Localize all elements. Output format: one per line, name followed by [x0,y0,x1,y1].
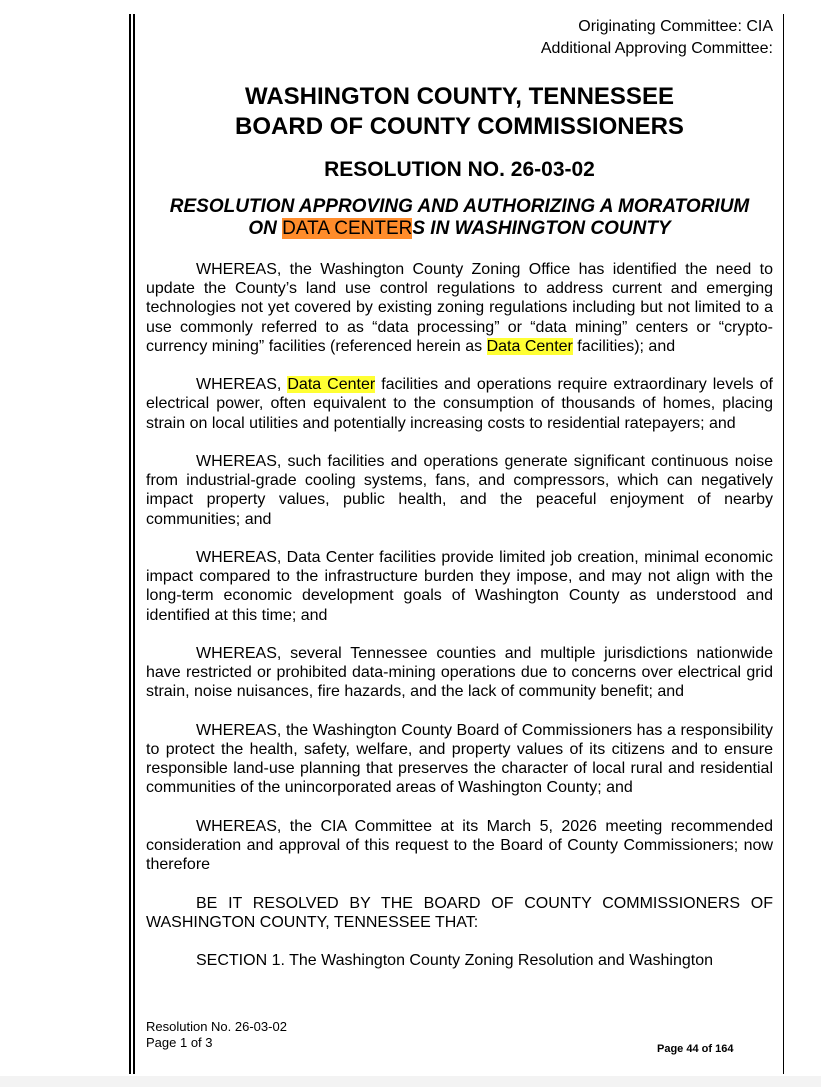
left-margin-rule-outer [129,14,131,1074]
packet-page-number: Page 44 of 164 [657,1043,734,1055]
footer-page-count: Page 1 of 3 [146,1035,213,1050]
page-footer [146,1019,287,1051]
right-margin-rule [783,14,784,1074]
resolution-body [146,260,773,990]
whereas-paragraph-4: WHEREAS, Data Center facilities provide limited job creation, minimal economic impact compared to the infrastructure burden they impose, and may not align with the long-term economic development goals of Washington County as understood and identified at this time; and [146,549,773,624]
resolution-subtitle [146,196,773,240]
subtitle-rest: S IN WASHINGTON COUNTY [412,218,671,239]
whereas-paragraph-6: WHEREAS, the Washington County Board of Commissioners has a responsibility to protect the health, safety, welfare, and property values of its citizens and to ensure responsible land-use planning that preserves the character of local rural and residential communities of the unincorporated areas of Washington County; and [146,721,773,797]
committee-header [541,16,773,60]
originating-committee: Originating Committee: CIA [578,18,773,35]
resolution-number: RESOLUTION NO. 26-03-02 [324,158,595,181]
search-highlight: Data Center [287,376,376,394]
subtitle-on: ON [248,218,283,239]
viewer-bottom-edge [0,1076,821,1087]
search-highlight: Data Center [486,337,573,355]
board-name: BOARD OF COUNTY COMMISSIONERS [235,113,684,140]
footer-resolution-number: Resolution No. 26-03-02 [146,1019,287,1034]
resolved-paragraph: BE IT RESOLVED BY THE BOARD OF COUNTY COMMISSIONERS OF WASHINGTON COUNTY, TENNESSEE THAT: [146,894,773,931]
additional-committee: Additional Approving Committee: [540,40,773,57]
county-board-title [146,82,773,142]
left-margin-rule-inner [133,14,135,1074]
county-name: WASHINGTON COUNTY, TENNESSEE [245,83,674,110]
whereas-paragraph-5: WHEREAS, several Tennessee counties and multiple jurisdictions nationwide have restricted or prohibited data-mining operations due to concerns over electrical grid strain, noise nuisances, fire hazards, and the lack of community benefit; and [146,645,773,701]
whereas-paragraph-1: WHEREAS, the Washington County Zoning Office has identified the need to update the County’s land use control regulations to address current and emerging technologies not yet covered by existing zoning regulations including but not limited to a use commonly referred to as “data processing” or “data mining” centers or “crypto-currency mining” facilities (referenced herein as Data Center facilities); and [146,261,773,355]
whereas-paragraph-2: WHEREAS, Data Center facilities and operations require extraordinary levels of electrical power, often equivalent to the consumption of thousands of homes, placing strain on local utilities and potentially increasing costs to residential ratepayers; and [146,376,773,432]
subtitle-line-2 [146,218,773,240]
subtitle-line-1: RESOLUTION APPROVING AND AUTHORIZING A MORATORIUM [169,196,750,217]
whereas-paragraph-7: WHEREAS, the CIA Committee at its March 5, 2026 meeting recommended consideration and approval of this request to the Board of County Commissioners; now therefore [146,817,773,874]
whereas-paragraph-3: WHEREAS, such facilities and operations generate significant continuous noise from industrial-grade cooling systems, fans, and compressors, which can negatively impact property values, public health, and the peaceful enjoyment of nearby communities; and [146,453,773,528]
section-1-paragraph: SECTION 1. The Washington County Zoning Resolution and Washington [196,952,714,970]
search-highlight-active: DATA CENTER [282,218,413,239]
